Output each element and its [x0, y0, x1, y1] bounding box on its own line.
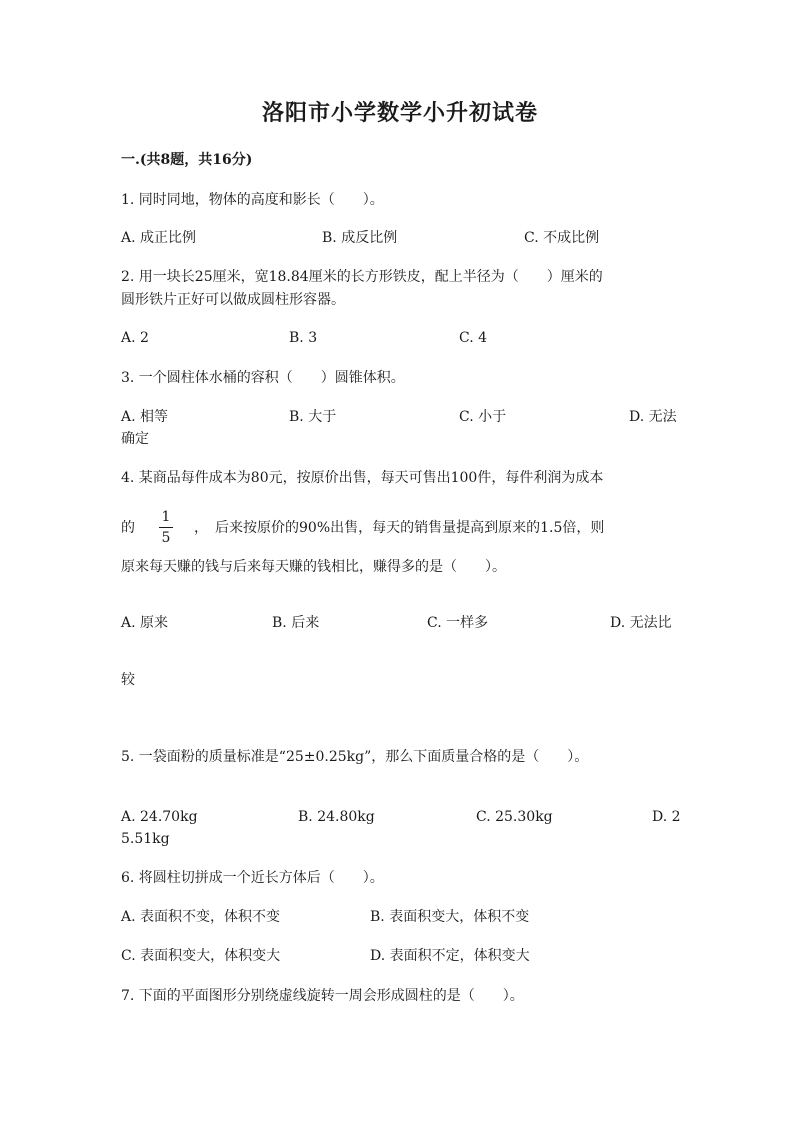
- question-4-option-b: B. 后来: [272, 615, 320, 631]
- question-1-option-a: A. 成正比例: [121, 230, 197, 246]
- question-5-option-c: C. 25.30kg: [476, 809, 553, 825]
- question-6-option-a: A. 表面积不变，体积不变: [121, 909, 281, 925]
- question-4-option-a: A. 原来: [121, 615, 169, 631]
- question-3-stem: 3. 一个圆柱体水桶的容积（ ）圆锥体积。: [121, 370, 405, 386]
- section-header: 一.(共8题，共16分): [121, 152, 253, 168]
- question-1-stem: 1. 同时同地，物体的高度和影长（ ）。: [121, 192, 384, 208]
- question-7-stem: 7. 下面的平面图形分别绕虚线旋转一周会形成圆柱的是（ ）。: [121, 988, 524, 1004]
- question-2-option-a: A. 2: [121, 330, 149, 346]
- question-6-option-b: B. 表面积变大，体积不变: [370, 909, 530, 925]
- question-3-option-b: B. 大于: [289, 409, 337, 425]
- question-6-stem: 6. 将圆柱切拼成一个近长方体后（ ）。: [121, 870, 384, 886]
- question-5-option-d-wrap: 5.51kg: [121, 831, 170, 847]
- question-4-stem-line2-post: ， 后来按原价的90%出售，每天的销售量提高到原来的1.5倍，则: [194, 520, 605, 536]
- question-3-option-c: C. 小于: [459, 409, 507, 425]
- question-4-stem-line1: 4. 某商品每件成本为80元，按原价出售，每天可售出100件，每件利润为成本: [121, 470, 604, 486]
- question-3-option-d: D. 无法: [629, 409, 677, 425]
- fraction-denominator: 5: [161, 530, 171, 546]
- question-4-stem-line2-pre: 的: [121, 520, 135, 536]
- question-2-option-b: B. 3: [289, 330, 318, 346]
- fraction-bar: [159, 527, 173, 528]
- question-5-stem: 5. 一袋面粉的质量标准是“25±0.25kg”，那么下面质量合格的是（ ）。: [121, 749, 589, 765]
- question-2-stem-line2: 圆形铁片正好可以做成圆柱形容器。: [121, 292, 345, 308]
- question-6-option-c: C. 表面积变大，体积变大: [121, 948, 281, 964]
- question-1-option-c: C. 不成比例: [524, 230, 600, 246]
- question-3-option-a: A. 相等: [121, 409, 169, 425]
- fraction-one-fifth: [158, 508, 174, 547]
- question-3-option-d-wrap: 确定: [121, 431, 149, 447]
- question-4-option-d: D. 无法比: [610, 615, 672, 631]
- question-2-option-c: C. 4: [459, 330, 488, 346]
- question-4-stem-line3: 原来每天赚的钱与后来每天赚的钱相比，赚得多的是（ ）。: [121, 559, 506, 575]
- question-1-option-b: B. 成反比例: [322, 230, 398, 246]
- question-4-option-c: C. 一样多: [427, 615, 489, 631]
- question-5-option-a: A. 24.70kg: [121, 809, 198, 825]
- page-title: 洛阳市小学数学小升初试卷: [261, 100, 538, 126]
- question-4-option-d-wrap: 较: [121, 672, 135, 688]
- question-5-option-d: D. 2: [652, 809, 681, 825]
- fraction-numerator: 1: [161, 509, 171, 525]
- question-5-option-b: B. 24.80kg: [298, 809, 375, 825]
- question-6-option-d: D. 表面积不定，体积变大: [370, 948, 530, 964]
- question-2-stem-line1: 2. 用一块长25厘米，宽18.84厘米的长方形铁皮，配上半径为（ ）厘米的: [121, 269, 603, 285]
